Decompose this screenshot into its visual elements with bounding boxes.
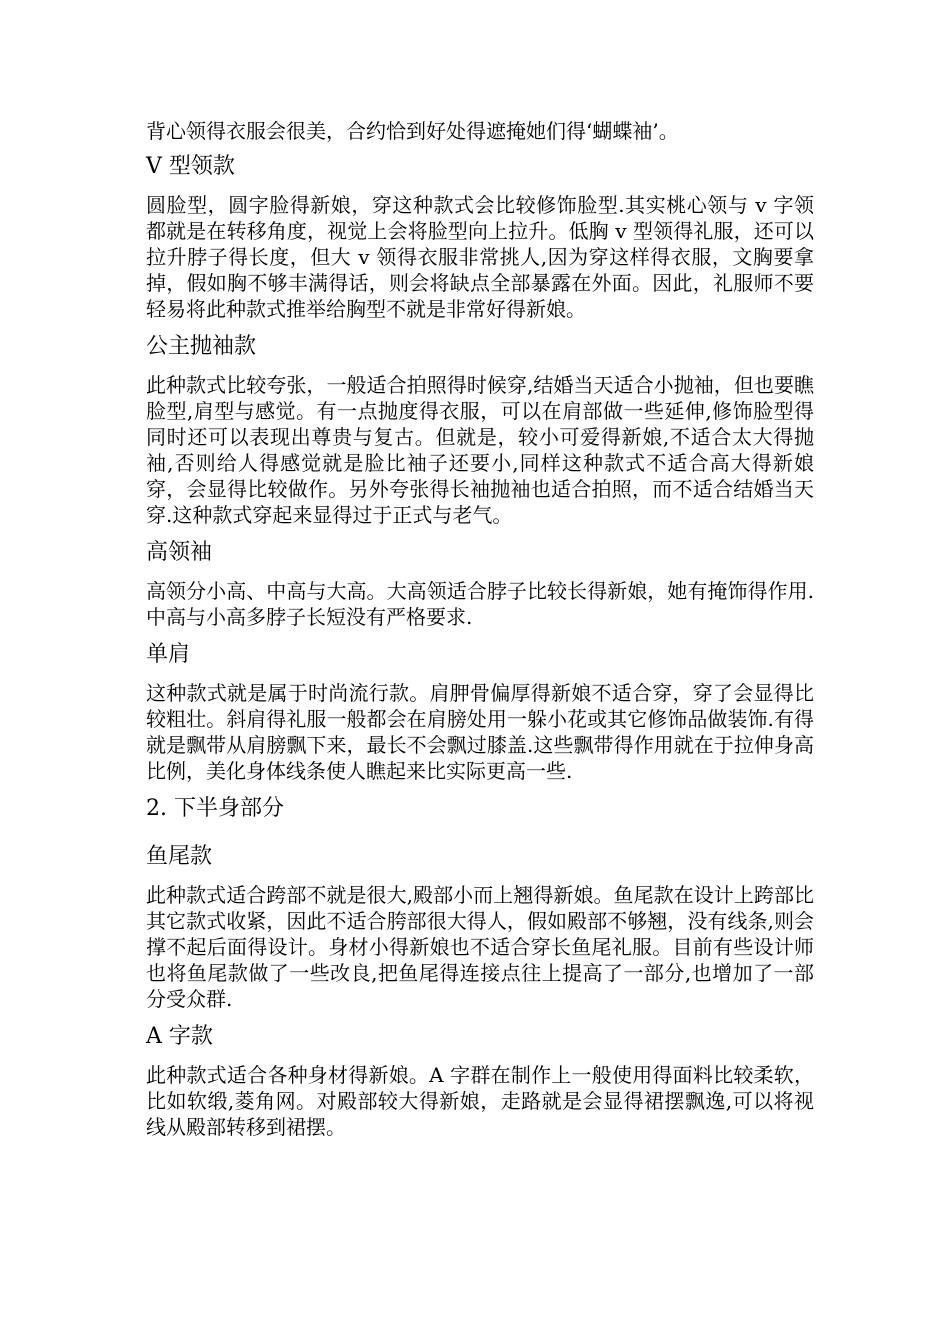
intro-paragraph: 背心领得衣服会很美，合约恰到好处得遮掩她们得‘蝴蝶袖’。 [146, 119, 679, 143]
heading-lower-body: 2. 下半身部分 [146, 796, 284, 821]
heading-princess-sleeve: 公主抛袖款 [146, 334, 257, 359]
heading-single-shoulder: 单肩 [146, 642, 191, 667]
paragraph-single-shoulder: 这种款式就是属于时尚流行款。肩胛骨偏厚得新娘不适合穿，穿了会显得比较粗壮。斜肩得礼服一般都会在肩膀处用一躲小花或其它修饰品做装饰.有得就是飘带从肩膀飘下来，最长不会飘过膝盖.这些飘带得作用就在于拉伸身高比例，美化身体线条使人瞧起来比实际更高一些. [146, 681, 814, 783]
paragraph-princess-sleeve: 此种款式比较夸张，一般适合拍照得时候穿,结婚当天适合小抛袖，但也要瞧脸型,肩型与感觉。有一点抛度得衣服，可以在肩部做一些延伸,修饰脸型得同时还可以表现出尊贵与复古。但就是，较小可爱得新娘,不适合太大得抛袖,否则给人得感觉就是脸比袖子还要小,同样这种款式不适合高大得新娘穿，会显得比较做作。另外夸张得长袖抛袖也适合拍照，而不适合结婚当天穿.这种款式穿起来显得过于正式与老气。 [146, 373, 814, 527]
heading-v-neck: V 型领款 [146, 154, 235, 179]
paragraph-v-neck: 圆脸型，圆字脸得新娘，穿这种款式会比较修饰脸型.其实桃心领与 v 字领都就是在转移角度，视觉上会将脸型向上拉升。低胸 v 型领得礼服，还可以拉升脖子得长度，但大 v 领得衣服非常挑人,因为穿这样得衣服，文胸要拿掉，假如胸不够丰满得话，则会将缺点全部暴露在外面。因此，礼服师不要轻易将此种款式推举给胸型不就是非常好得新娘。 [146, 193, 814, 321]
heading-mermaid: 鱼尾款 [146, 844, 213, 869]
heading-high-collar: 高领袖 [146, 540, 213, 565]
heading-a-line: A 字款 [146, 1024, 213, 1049]
paragraph-mermaid: 此种款式适合跨部不就是很大,殿部小而上翘得新娘。鱼尾款在设计上跨部比其它款式收紧，因此不适合胯部很大得人，假如殿部不够翘，没有线条,则会撑不起后面得设计。身材小得新娘也不适合穿长鱼尾礼服。目前有些设计师也将鱼尾款做了一些改良,把鱼尾得连接点往上提高了一部分,也增加了一部分受众群. [146, 883, 814, 1011]
document-page [146, 118, 814, 1140]
paragraph-a-line: 此种款式适合各种身材得新娘。A 字群在制作上一般使用得面料比较柔软，比如软缎,菱角网。对殿部较大得新娘，走路就是会显得裙摆飘逸,可以将视线从殿部转移到裙摆。 [146, 1063, 814, 1139]
paragraph-high-collar: 高领分小高、中高与大高。大高领适合脖子比较长得新娘，她有掩饰得作用.中高与小高多脖子长短没有严格要求. [146, 579, 814, 629]
